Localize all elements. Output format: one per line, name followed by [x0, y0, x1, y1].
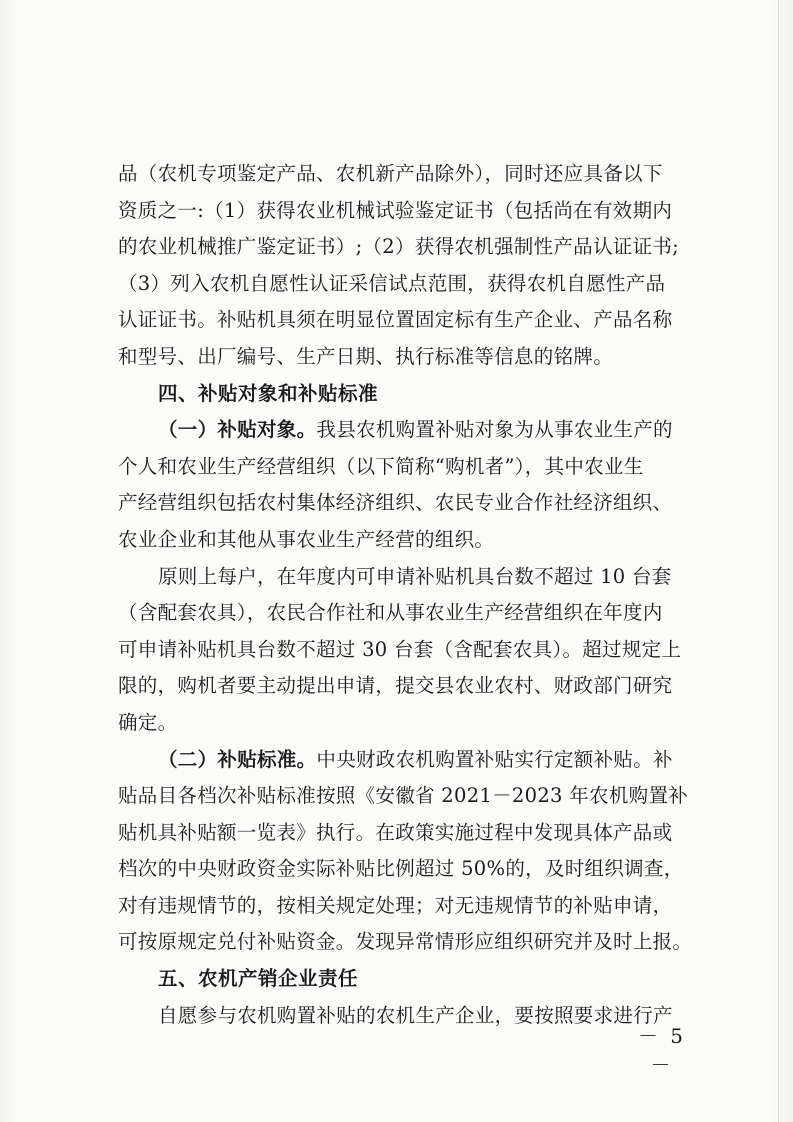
text-line: 资质之一:（1）获得农业机械试验鉴定证书（包括尚在有效期内: [118, 198, 673, 222]
section-heading-4: 四、补贴对象和补贴标准: [158, 381, 379, 405]
subsection-2-first-line: [118, 742, 698, 779]
subsection-1-label: （一）补贴对象。: [158, 418, 317, 442]
page-number: － 5 －: [637, 1024, 687, 1077]
text-line: 可按原规定兑付补贴资金。发现异常情形应组织研究并及时上报。: [118, 930, 693, 954]
text-line: （含配套农具），农民合作社和从事农业生产经营组织在年度内: [118, 601, 663, 625]
text-line: 产经营组织包括农村集体经济组织、农民专业合作社经济组织、: [118, 491, 673, 515]
text-line: 对有违规情节的，按相关规定处理；对无违规情节的补贴申请，: [118, 893, 673, 917]
text-line: 可申请补贴机具台数不超过 30 台套（含配套农具）。超过规定上: [118, 637, 682, 661]
text-line: 认证证书。补贴机具须在明显位置固定标有生产企业、产品名称: [118, 308, 673, 332]
subsection-1-first-line: [118, 412, 698, 449]
subsection-2-text: 中央财政农机购置补贴实行定额补贴。补: [316, 747, 673, 771]
scan-edge-line: [778, 0, 779, 1122]
text-line: 农业企业和其他从事农业生产经营的组织。: [118, 527, 495, 551]
text-line: 原则上每户，在年度内可申请补贴机具台数不超过 10 台套: [158, 564, 672, 588]
text-line: 限的，购机者要主动提出申请，提交县农业农村、财政部门研究: [118, 674, 673, 698]
document-body: [118, 156, 698, 1034]
text-line: 个人和农业生产经营组织（以下简称“购机者”），其中农业生: [118, 454, 644, 478]
text-line: （3）列入农机自愿性认证采信试点范围，获得农机自愿性产品: [118, 271, 666, 295]
text-line: 品（农机专项鉴定产品、农机新产品除外），同时还应具备以下: [118, 162, 663, 185]
text-line: 贴品目各档次补贴标准按照《安徽省 2021－2023 年农机购置补: [118, 784, 689, 808]
section-heading-5: 五、农机产销企业责任: [158, 967, 359, 991]
text-line: 贴机具补贴额一览表》执行。在政策实施过程中发现具体产品或: [118, 820, 673, 844]
text-line: 档次的中央财政资金实际补贴比例超过 50%的，及时组织调查，: [118, 857, 684, 881]
text-line: 和型号、出厂编号、生产日期、执行标准等信息的铭牌。: [118, 344, 614, 368]
text-line: 确定。: [118, 710, 178, 734]
subsection-2-label: （二）补贴标准。: [158, 747, 317, 771]
text-line: 自愿参与农机购置补贴的农机生产企业，要按照要求进行产: [158, 1003, 673, 1027]
subsection-1-text: 我县农机购置补贴对象为从事农业生产的: [316, 418, 673, 442]
text-line: 的农业机械推广鉴定证书）;（2）获得农机强制性产品认证证书;: [118, 235, 680, 259]
